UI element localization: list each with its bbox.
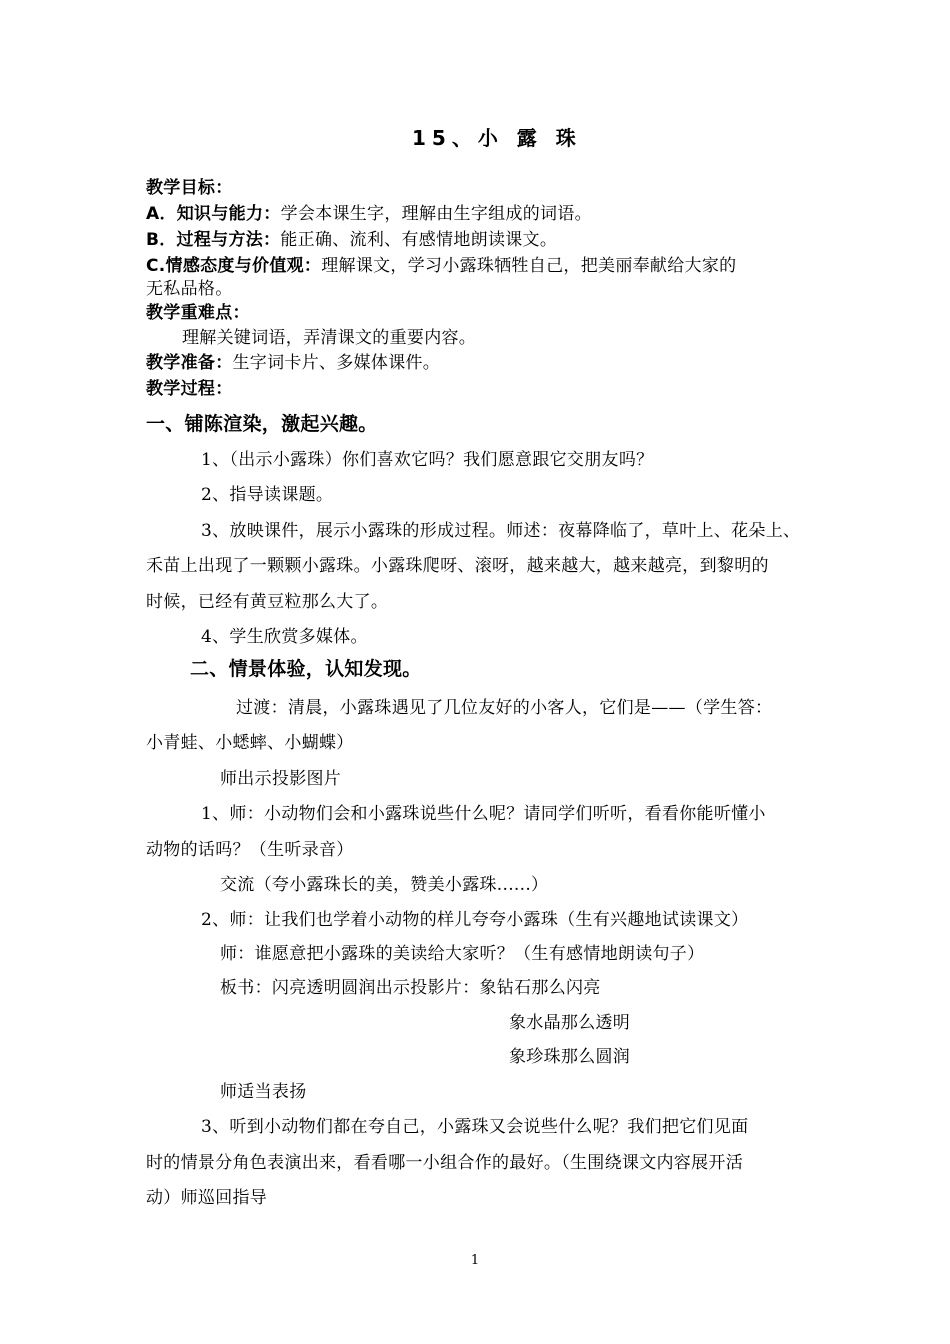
board-line-2: 象水晶那么透明 <box>509 1013 631 1033</box>
section-2-heading: 二、情景体验，认知发现。 <box>190 658 422 680</box>
section-1-item-4: 4、学生欣赏多媒体。 <box>201 627 368 647</box>
key-points-heading: 教学重难点： <box>146 303 250 323</box>
section-1-item-3-line-2: 禾苗上出现了一颗颗小露珠。小露珠爬呀、滚呀，越来越大，越来越亮，到黎明的 <box>146 556 769 576</box>
transition-line-1: 过渡：清晨，小露珠遇见了几位友好的小客人，它们是——（学生答： <box>236 698 773 718</box>
goals-heading: 教学目标： <box>146 178 233 198</box>
process-heading: 教学过程： <box>146 379 233 399</box>
question-3-line-2: 时的情景分角色表演出来，看看哪一小组合作的最好。（生围绕课文内容展开活 <box>146 1153 743 1173</box>
question-2-line: 2、师：让我们也学着小动物的样儿夸夸小露珠（生有兴趣地试读课文） <box>201 910 749 930</box>
question-3-line-1: 3、听到小动物们都在夸自己，小露珠又会说些什么呢？我们把它们见面 <box>201 1117 749 1137</box>
question-3-line-3: 动）师巡回指导 <box>146 1188 268 1208</box>
goal-a-text: 学会本课生字，理解由生字组成的词语。 <box>280 204 592 224</box>
section-1-item-3-line-3: 时候，已经有黄豆粒那么大了。 <box>146 592 389 612</box>
goal-b-label: B．过程与方法： <box>146 230 281 250</box>
goal-c-continued: 无私品格。 <box>146 279 233 299</box>
goal-a-label: A．知识与能力： <box>146 204 281 224</box>
page-title: 15、小 露 珠 <box>412 126 582 150</box>
goal-c-text-1: 理解课文，学习小露珠牺牲自己，把美丽奉献给大家的 <box>321 256 737 276</box>
board-line-3: 象珍珠那么圆润 <box>509 1047 631 1067</box>
key-points-text: 理解关键词语，弄清课文的重要内容。 <box>182 328 477 348</box>
goal-c <box>146 255 736 277</box>
question-2-follow: 师：谁愿意把小露珠的美读给大家听？（生有感情地朗读句子） <box>220 944 705 964</box>
show-images-line: 师出示投影图片 <box>220 769 342 789</box>
transition-line-2: 小青蛙、小蟋蟀、小蝴蝶） <box>146 733 354 753</box>
goal-a <box>146 203 592 225</box>
prep-text: 生字词卡片、多媒体课件。 <box>232 353 441 373</box>
prep-line <box>146 352 440 374</box>
exchange-line: 交流（夸小露珠长的美，赞美小露珠......） <box>220 875 549 895</box>
section-1-heading: 一、铺陈渲染，激起兴趣。 <box>146 413 378 435</box>
board-line-1: 板书：闪亮透明圆润出示投影片：象钻石那么闪亮 <box>220 978 601 998</box>
question-1-line-2: 动物的话吗？（生听录音） <box>146 840 354 860</box>
goal-c-label: C.情感态度与价值观： <box>146 256 322 276</box>
section-1-item-2: 2、指导读课题。 <box>201 485 334 505</box>
praise-line: 师适当表扬 <box>220 1082 307 1102</box>
goal-b <box>146 229 557 251</box>
page-number: 1 <box>470 1253 480 1268</box>
section-1-item-1: 1、（出示小露珠）你们喜欢它吗？我们愿意跟它交朋友吗？ <box>201 450 654 470</box>
question-1-line-1: 1、师：小动物们会和小露珠说些什么呢？请同学们听听，看看你能听懂小 <box>201 804 766 824</box>
prep-label: 教学准备： <box>146 353 233 373</box>
section-1-item-3-line-1: 3、放映课件，展示小露珠的形成过程。师述：夜幕降临了，草叶上、花朵上、 <box>201 521 801 541</box>
goal-b-text: 能正确、流利、有感情地朗读课文。 <box>280 230 558 250</box>
